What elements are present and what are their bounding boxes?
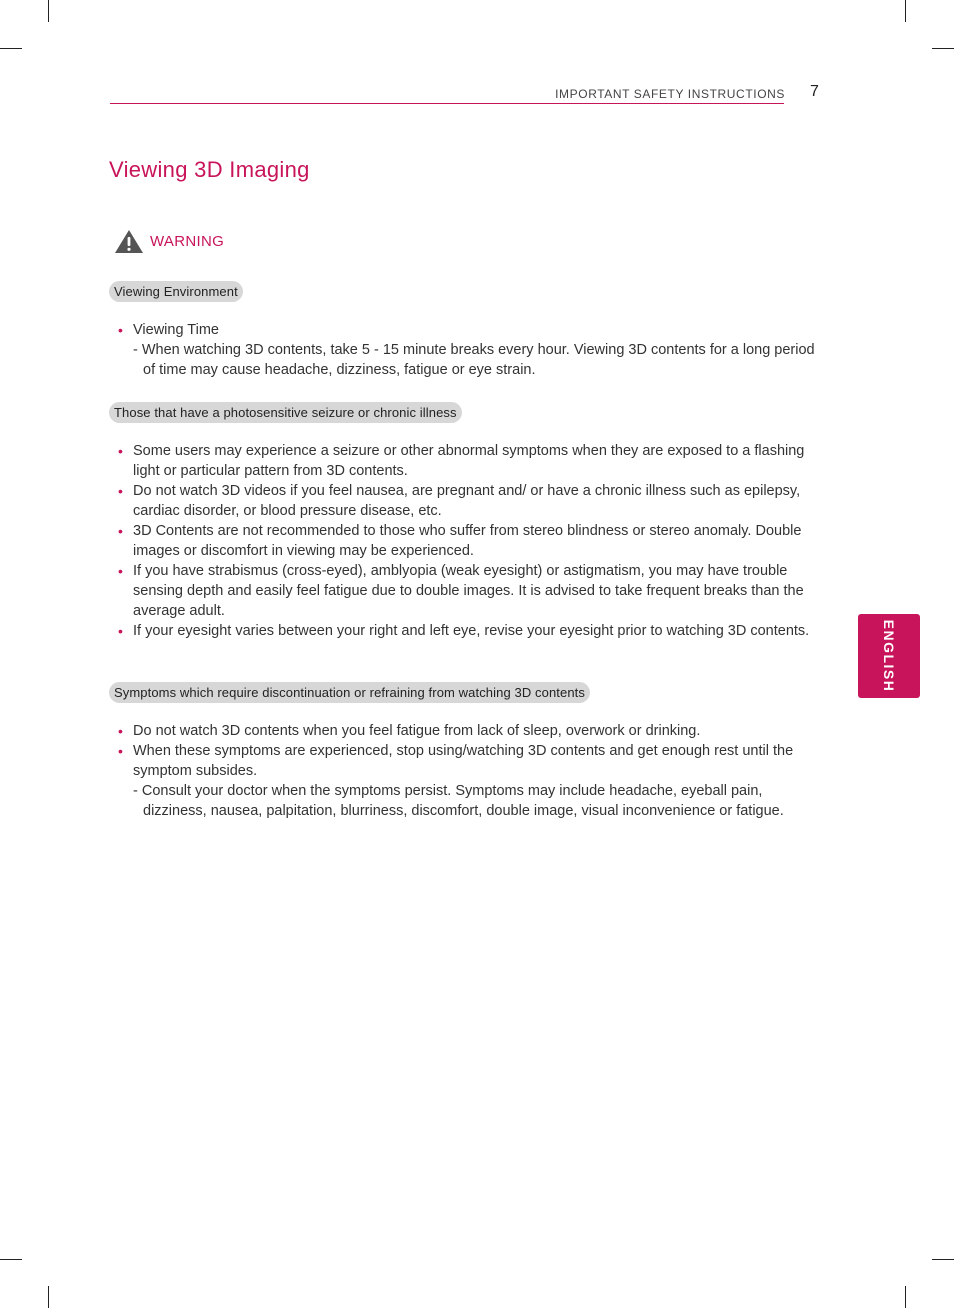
- language-tab-label: ENGLISH: [881, 619, 897, 693]
- list-item-text: Viewing Time: [133, 322, 219, 338]
- section-list-symptoms: [118, 721, 818, 821]
- warning-callout: [114, 229, 224, 254]
- running-header: IMPORTANT SAFETY INSTRUCTIONS: [555, 87, 785, 101]
- warning-triangle-icon: [114, 229, 144, 254]
- warning-label: WARNING: [150, 233, 225, 250]
- section-heading-photosensitive: Those that have a photosensitive seizure or chronic illness: [109, 402, 462, 423]
- list-item: [118, 621, 818, 641]
- list-item-text: If your eyesight varies between your right and left eye, revise your eyesight prior to watching 3D contents.: [133, 623, 810, 639]
- crop-mark: [932, 48, 954, 49]
- list-item-text: 3D Contents are not recommended to those who suffer from stereo blindness or stereo anomaly. Double images or discomfort in viewing may be experienced.: [133, 523, 802, 559]
- bullet: •: [118, 743, 123, 759]
- crop-mark: [0, 48, 22, 49]
- section-heading-viewing-environment: Viewing Environment: [109, 281, 243, 302]
- crop-mark: [0, 1259, 22, 1260]
- bullet: •: [118, 723, 123, 739]
- crop-mark: [48, 1286, 49, 1308]
- header-rule: [110, 103, 784, 104]
- list-item: [118, 721, 818, 741]
- bullet: •: [118, 443, 123, 459]
- page-number: 7: [810, 83, 819, 100]
- list-item: [118, 521, 818, 561]
- list-item-subtext: - Consult your doctor when the symptoms persist. Symptoms may include headache, eyeball pain, dizziness, nausea, palpitation, blurriness, discomfort, double image, visual inconvenience or fatigue.: [133, 783, 784, 819]
- section-list-viewing-environment: [118, 320, 818, 380]
- list-item-text: When these symptoms are experienced, stop using/watching 3D contents and get enough rest until the symptom subsides.: [133, 743, 794, 779]
- crop-mark: [905, 1286, 906, 1308]
- list-item-text: If you have strabismus (cross-eyed), amblyopia (weak eyesight) or astigmatism, you may have trouble sensing depth and easily feel fatigue due to double images. It is advised to take frequent breaks than the average adult.: [133, 563, 804, 619]
- section-list-photosensitive: [118, 441, 818, 641]
- list-item-text: Some users may experience a seizure or other abnormal symptoms when they are exposed to a flashing light or particular pattern from 3D contents.: [133, 443, 805, 479]
- list-item: [118, 741, 818, 821]
- list-item-text: Do not watch 3D contents when you feel fatigue from lack of sleep, overwork or drinking.: [133, 723, 701, 739]
- section-heading-symptoms: Symptoms which require discontinuation or refraining from watching 3D contents: [109, 682, 590, 703]
- bullet: •: [118, 563, 123, 579]
- bullet: •: [118, 623, 123, 639]
- crop-mark: [932, 1259, 954, 1260]
- crop-mark: [48, 0, 49, 22]
- list-item: [118, 481, 818, 521]
- list-item: [118, 441, 818, 481]
- bullet: •: [118, 483, 123, 499]
- list-item-text: Do not watch 3D videos if you feel nausea, are pregnant and/ or have a chronic illness such as epilepsy, cardiac disorder, or blood pressure disease, etc.: [133, 483, 801, 519]
- language-tab: [858, 614, 920, 698]
- page-title: Viewing 3D Imaging: [109, 157, 310, 182]
- bullet: •: [118, 523, 123, 539]
- list-item: [118, 320, 818, 380]
- crop-mark: [905, 0, 906, 22]
- list-item: [118, 561, 818, 621]
- list-item-subtext: - When watching 3D contents, take 5 - 15 minute breaks every hour. Viewing 3D contents for a long period of time may cause headache, dizziness, fatigue or eye strain.: [133, 342, 815, 378]
- bullet: •: [118, 322, 123, 338]
